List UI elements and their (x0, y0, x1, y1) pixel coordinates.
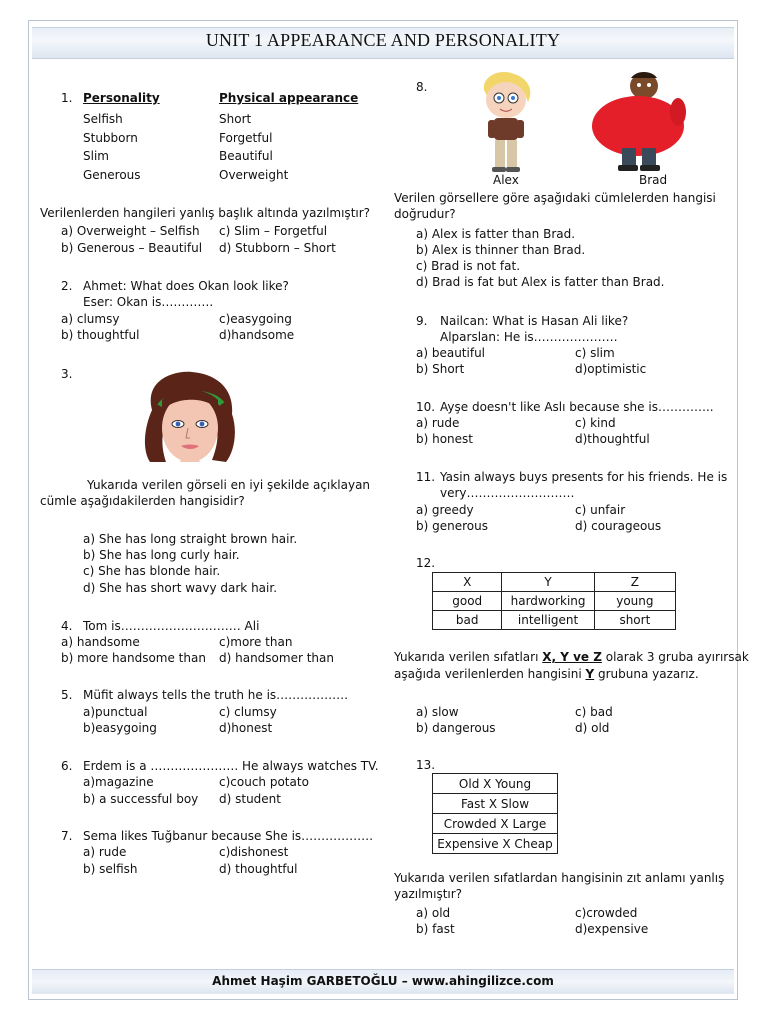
q11-line2: very……………………… (440, 486, 575, 500)
footer-credit: Ahmet Haşim GARBETOĞLU – www.ahingilizce.com (212, 974, 554, 988)
table-cell: Old X Young (433, 774, 558, 794)
q11-line1: Yasin always buys presents for his friends. He is (440, 470, 728, 484)
q10-stem: Ayşe doesn't like Aslı because she is………….. (440, 400, 714, 414)
q13-table (432, 773, 558, 854)
q3-text2: cümle aşağıdakilerden hangisidir? (40, 494, 245, 508)
q1-col1-item: Slim (83, 149, 109, 163)
table-cell: bad (433, 611, 502, 630)
q13-number: 13. (416, 758, 436, 772)
q8-option-a[interactable]: a) Alex is fatter than Brad. (416, 227, 576, 241)
q6-number: 6. (61, 759, 73, 773)
q5-option-b[interactable]: b)easygoing (83, 721, 157, 735)
q12-table (432, 572, 676, 630)
q13-text2: yazılmıştır? (394, 887, 463, 901)
q1-col1-item: Generous (83, 168, 141, 182)
q5-stem: Müfit always tells the truth he is……………… (83, 688, 349, 702)
q12-option-a[interactable]: a) slow (416, 705, 459, 719)
q5-option-d[interactable]: d)honest (219, 721, 273, 735)
q8-text2: doğrudur? (394, 207, 456, 221)
q2-number: 2. (61, 279, 73, 293)
q12-text1-b: X, Y ve Z (542, 650, 602, 664)
q11-option-c[interactable]: c) unfair (575, 503, 626, 517)
q4-option-a[interactable]: a) handsome (61, 635, 140, 649)
q2-line2: Eser: Okan is…………. (83, 295, 214, 309)
q7-option-c[interactable]: c)dishonest (219, 845, 289, 859)
q1-col2-item: Short (219, 112, 252, 126)
q8-option-b[interactable]: b) Alex is thinner than Brad. (416, 243, 586, 257)
q4-number: 4. (61, 619, 73, 633)
q9-line1: Nailcan: What is Hasan Ali like? (440, 314, 629, 328)
q3-number: 3. (61, 367, 73, 381)
q9-option-c[interactable]: c) slim (575, 346, 615, 360)
q3-option-b[interactable]: b) She has long curly hair. (83, 548, 240, 562)
table-header-cell: Y (502, 573, 594, 592)
q8-option-d[interactable]: d) Brad is fat but Alex is fatter than Brad. (416, 275, 665, 289)
q2-option-b[interactable]: b) thoughtful (61, 328, 140, 342)
q10-number: 10. (416, 400, 436, 414)
q13-option-a[interactable]: a) old (416, 906, 451, 920)
q1-col2-item: Beautiful (219, 149, 273, 163)
q2-line1: Ahmet: What does Okan look like? (83, 279, 289, 293)
q12-text2 (394, 667, 699, 682)
q9-option-a[interactable]: a) beautiful (416, 346, 486, 360)
q11-number: 11. (416, 470, 436, 484)
q1-col2-header: Physical appearance (219, 91, 359, 105)
table-cell: Crowded X Large (433, 814, 558, 834)
table-header-cell: X (433, 573, 502, 592)
q9-option-d[interactable]: d)optimistic (575, 362, 647, 376)
table-cell: intelligent (502, 611, 594, 630)
q5-option-c[interactable]: c) clumsy (219, 705, 277, 719)
q8-name-brad: Brad (639, 173, 668, 187)
q7-option-b[interactable]: b) selfish (83, 862, 138, 876)
q8-name-alex: Alex (493, 173, 519, 187)
q1-col1-item: Selfish (83, 112, 123, 126)
table-header-cell: Z (594, 573, 675, 592)
q11-option-d[interactable]: d) courageous (575, 519, 662, 533)
q12-text2-a: aşağıda verilenlerden hangisini (394, 667, 586, 681)
q12-option-d[interactable]: d) old (575, 721, 610, 735)
q11-option-a[interactable]: a) greedy (416, 503, 474, 517)
q2-option-c[interactable]: c)easygoing (219, 312, 292, 326)
q1-col2-item: Forgetful (219, 131, 273, 145)
girl-face-illustration (134, 370, 244, 466)
q5-option-a[interactable]: a)punctual (83, 705, 148, 719)
q6-option-c[interactable]: c)couch potato (219, 775, 309, 789)
q6-stem: Erdem is a …………………. He always watches TV. (83, 759, 379, 773)
q9-option-b[interactable]: b) Short (416, 362, 465, 376)
q1-col1-item: Stubborn (83, 131, 138, 145)
table-cell: Expensive X Cheap (433, 834, 558, 854)
q10-option-d[interactable]: d)thoughtful (575, 432, 650, 446)
q7-option-a[interactable]: a) rude (83, 845, 127, 859)
q6-option-a[interactable]: a)magazine (83, 775, 154, 789)
q1-option-b[interactable]: b) Generous – Beautiful (61, 241, 203, 255)
q3-option-d[interactable]: d) She has short wavy dark hair. (83, 581, 278, 595)
q10-option-a[interactable]: a) rude (416, 416, 460, 430)
q13-text1: Yukarıda verilen sıfatlardan hangisinin zıt anlamı yanlış (394, 871, 725, 885)
q8-number: 8. (416, 80, 428, 94)
q3-text1: Yukarıda verilen görseli en iyi şekilde açıklayan (87, 478, 371, 492)
q12-number: 12. (416, 556, 436, 570)
q12-text1 (394, 650, 749, 665)
q10-option-b[interactable]: b) honest (416, 432, 474, 446)
q4-option-c[interactable]: c)more than (219, 635, 293, 649)
q13-option-b[interactable]: b) fast (416, 922, 455, 936)
q6-option-b[interactable]: b) a successful boy (83, 792, 199, 806)
q5-number: 5. (61, 688, 73, 702)
table-cell: hardworking (502, 592, 594, 611)
q1-option-c[interactable]: c) Slim – Forgetful (219, 224, 328, 238)
q13-option-d[interactable]: d)expensive (575, 922, 649, 936)
q1-option-a[interactable]: a) Overweight – Selfish (61, 224, 200, 238)
q4-stem: Tom is………………………… Ali (83, 619, 260, 633)
q12-option-c[interactable]: c) bad (575, 705, 613, 719)
q9-line2: Alparslan: He is………………… (440, 330, 618, 344)
q10-option-c[interactable]: c) kind (575, 416, 616, 430)
q12-option-b[interactable]: b) dangerous (416, 721, 496, 735)
table-cell: Fast X Slow (433, 794, 558, 814)
q2-option-d[interactable]: d)handsome (219, 328, 295, 342)
q8-option-c[interactable]: c) Brad is not fat. (416, 259, 521, 273)
q1-col1-header: Personality (83, 91, 160, 105)
table-cell: young (594, 592, 675, 611)
table-cell: short (594, 611, 675, 630)
q7-number: 7. (61, 829, 73, 843)
q4-option-d[interactable]: d) handsomer than (219, 651, 334, 665)
q12-text2-c: grubuna yazarız. (594, 667, 699, 681)
page-title: UNIT 1 APPEARANCE AND PERSONALITY (205, 30, 561, 50)
q2-option-a[interactable]: a) clumsy (61, 312, 120, 326)
q3-option-a[interactable]: a) She has long straight brown hair. (83, 532, 298, 546)
q9-number: 9. (416, 314, 428, 328)
q7-stem: Sema likes Tuğbanur because She is……………… (83, 829, 374, 843)
q6-option-d[interactable]: d) student (219, 792, 281, 806)
q12-text1-a: Yukarıda verilen sıfatları (394, 650, 543, 664)
q1-option-d[interactable]: d) Stubborn – Short (219, 241, 336, 255)
q12-text1-c: olarak 3 gruba ayırırsak (601, 650, 749, 664)
q1-question: Verilenlerden hangileri yanlış başlık altında yazılmıştır? (40, 206, 371, 220)
q12-text2-b: Y (585, 667, 595, 681)
table-cell: good (433, 592, 502, 611)
q4-option-b[interactable]: b) more handsome than (61, 651, 206, 665)
q11-option-b[interactable]: b) generous (416, 519, 488, 533)
q3-option-c[interactable]: c) She has blonde hair. (83, 564, 221, 578)
q1-col2-item: Overweight (219, 168, 289, 182)
q7-option-d[interactable]: d) thoughtful (219, 862, 298, 876)
q13-option-c[interactable]: c)crowded (575, 906, 638, 920)
alex-boy-illustration (470, 70, 542, 174)
brad-boy-illustration (586, 70, 690, 174)
q1-number: 1. (61, 91, 73, 105)
q8-text1: Verilen görsellere göre aşağıdaki cümlelerden hangisi (394, 191, 716, 205)
